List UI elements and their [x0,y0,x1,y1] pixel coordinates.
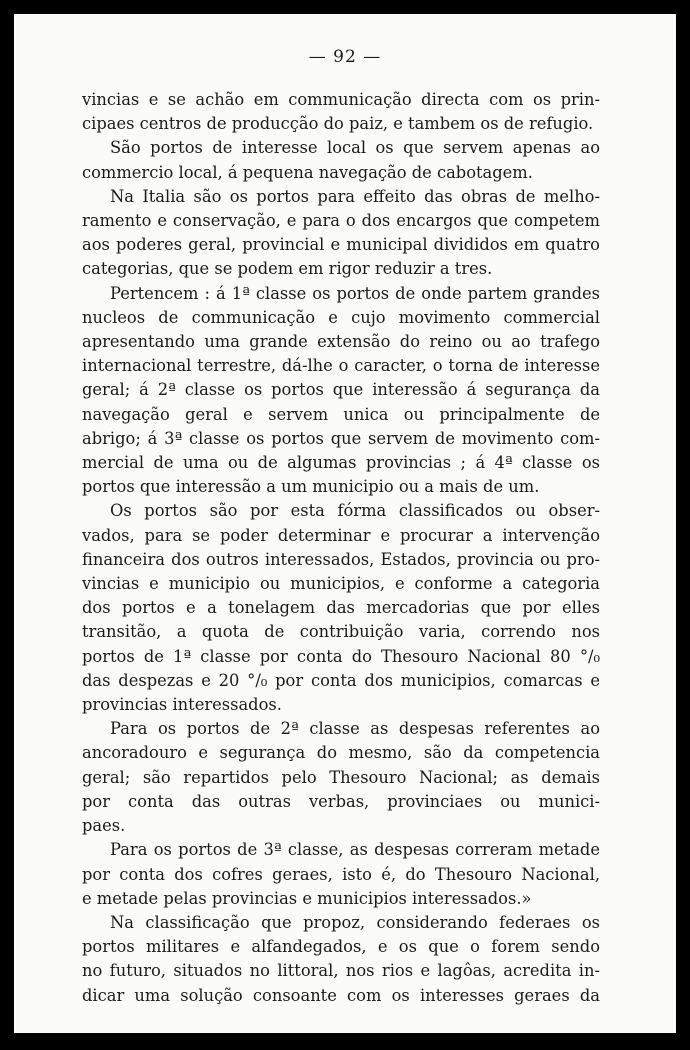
text-line: Para os portos de 2ª classe as despesas referentes ao [110,719,600,739]
text-line: portos de 1ª classe por conta do Thesouro Nacional 80 °/₀ [82,646,600,666]
text-line: ramento e conservação, e para o dos encargos que competem [82,211,600,231]
text-line: provincias interessados. [82,695,282,715]
text-line: mercial de uma ou de algumas provincias ; á 4ª classe os [82,453,600,473]
text-line: internacional terrestre, dá-lhe o caracter, o torna de interesse [82,356,600,376]
text-line: commercio local, á pequena navegação de cabotagem. [82,162,533,182]
text-line: Pertencem : á 1ª classe os portos de onde partem grandes [110,283,600,303]
book-page [14,14,676,1033]
paragraph [82,499,600,717]
text-line: vados, para se poder determinar e procurar a intervenção [82,525,600,545]
text-line: financeira dos outros interessados, Estados, provincia ou pro- [82,549,600,569]
text-line: abrigo; á 3ª classe os portos que servem de movimento com- [82,428,600,448]
text-line: vincias e se achão em communicação directa com os prin- [82,90,600,109]
text-line: e metade pelas provincias e municipios interessados.» [82,888,532,908]
text-line: cipaes centros de producção do paiz, e tambem os de refugio. [82,114,594,134]
text-line: nucleos de communicação e cujo movimento commercial [82,307,600,327]
text-line: por conta das outras verbas, provinciaes ou munici- [82,791,600,811]
text-line: Na Italia são os portos para effeito das obras de melho- [110,186,600,206]
text-line: geral; á 2ª classe os portos que interessão á segurança da [82,380,600,400]
paragraph [82,838,600,911]
text-line: paes. [82,816,126,836]
text-line: Os portos são por esta fórma classificados ou obser- [110,501,600,521]
paragraph [82,136,600,184]
text-line: portos que interessão a um municipio ou a mais de um. [82,477,540,497]
text-line: vincias e municipio ou municipios, e conforme a categoria [82,574,600,594]
paragraph [82,185,600,282]
text-line: navegação geral e servem unica ou principalmente de [82,404,600,424]
text-line: dos portos e a tonelagem das mercadorias que por elles [82,598,600,618]
text-line: apresentando uma grande extensão do reino ou ao trafego [82,332,600,352]
text-line: dicar uma solução consoante com os interesses geraes da [82,985,600,1005]
text-line: categorias, que se podem em rigor reduzir a tres. [82,259,493,279]
page-number: — 92 — [308,47,382,67]
text-line: São portos de interesse local os que servem apenas ao [110,138,600,158]
text-line: Para os portos de 3ª classe, as despesas correram metade [110,840,600,860]
text-line: geral; são repartidos pelo Thesouro Nacional; as demais [82,767,600,787]
text-line: das despezas e 20 °/₀ por conta dos municipios, comarcas e [82,670,600,690]
paragraph [82,717,600,838]
text-line: no futuro, situados no littoral, nos rios e lagôas, acredita in- [82,961,600,981]
body-text [82,88,600,1008]
text-line: aos poderes geral, provincial e municipal divididos em quatro [82,235,600,255]
text-line: Na classificação que propoz, considerando federaes os [110,912,600,932]
text-line: transitão, a quota de contribuição varia, correndo nos [82,622,600,642]
text-line: por conta dos cofres geraes, isto é, do Thesouro Nacional, [82,864,600,884]
paragraph [82,88,600,136]
text-line: ancoradouro e segurança do mesmo, são da competencia [82,743,600,763]
paragraph [82,282,600,500]
paragraph [82,911,600,1008]
text-line: portos militares e alfandegados, e os que o forem sendo [82,937,600,957]
